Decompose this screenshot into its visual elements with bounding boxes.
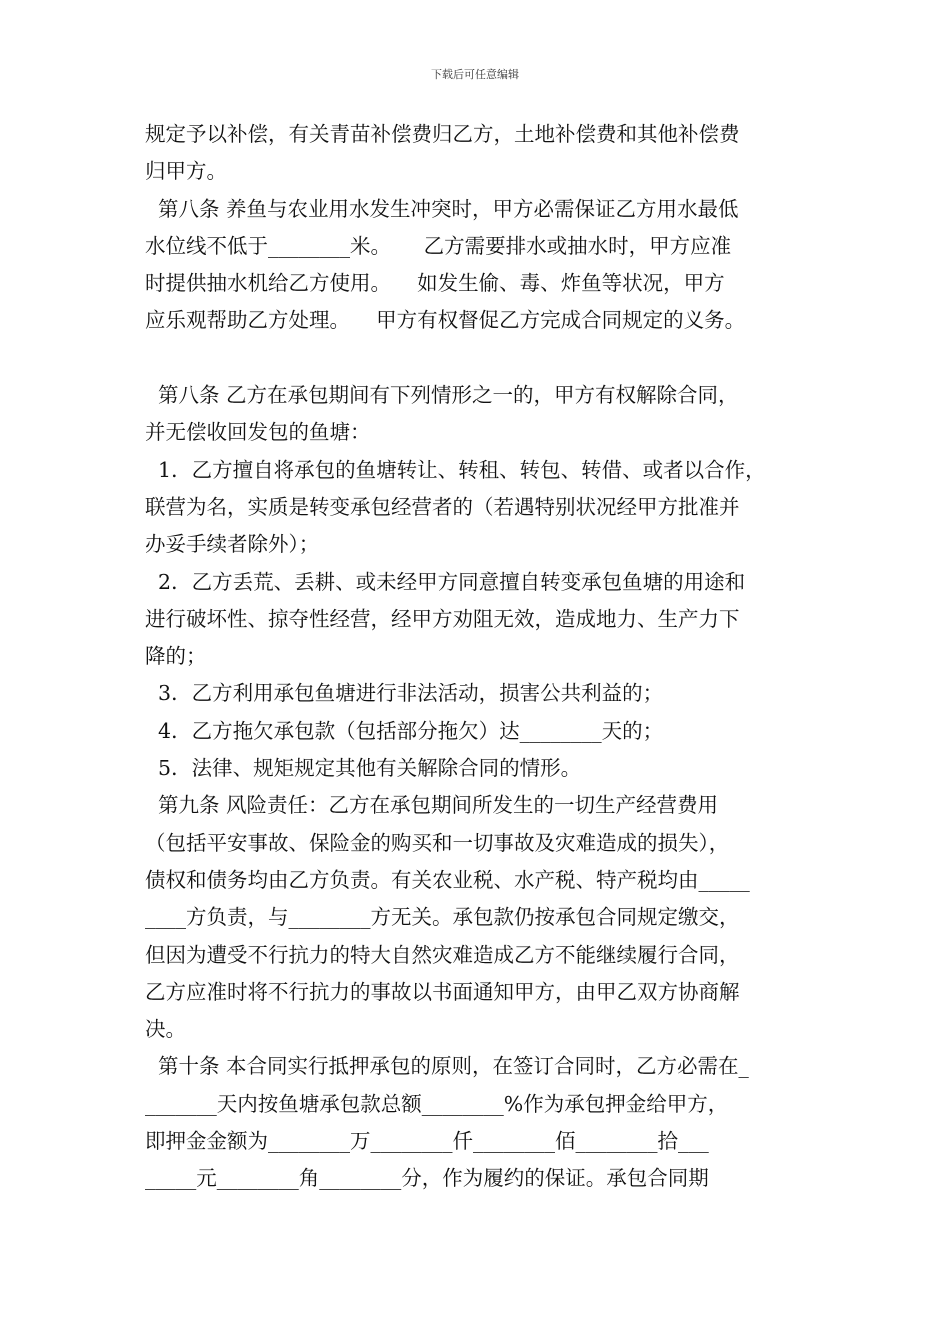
text-line: 并无偿收回发包的鱼塘： [145,420,371,445]
text-line: 降的； [145,644,207,669]
text-line: 归甲方。 [145,159,227,184]
text-line: 1．乙方擅自将承包的鱼塘转让、转租、转包、转借、或者以合作， [145,457,766,482]
text-line: ____方负责，与________方无关。承包款仍按承包合同规定缴交， [145,905,740,930]
text-line: 第八条 乙方在承包期间有下列情形之一的，甲方有权解除合同， [145,383,739,408]
text-line: 即押金金额为________万________仟________佰________拾___ [145,1129,709,1154]
text-line: 乙方应准时将不行抗力的事故以书面通知甲方，由甲乙双方协商解 [145,979,740,1004]
text-line: 进行破坏性、掠夺性经营，经甲方劝阻无效，造成地力、生产力下 [145,606,740,631]
text-line: 2．乙方丢荒、丢耕、或未经甲方同意擅自转变承包鱼塘的用途和 [145,569,746,594]
text-line: 时提供抽水机给乙方使用。 如发生偷、毒、炸鱼等状况，甲方 [145,271,725,296]
text-line: 但因为遭受不行抗力的特大自然灾难造成乙方不能继续履行合同， [145,942,740,967]
text-line: 第十条 本合同实行抵押承包的原则，在签订合同时，乙方必需在_ [145,1054,749,1079]
text-line: 第八条 养鱼与农业用水发生冲突时，甲方必需保证乙方用水最低 [145,196,739,221]
text-line: 应乐观帮助乙方处理。 甲方有权督促乙方完成合同规定的义务。 [145,308,746,333]
text-line: 3．乙方利用承包鱼塘进行非法活动，损害公共利益的； [145,681,664,706]
page-header: 下载后可任意编辑 [431,68,519,81]
text-line: 联营为名，实质是转变承包经营者的（若遇特别状况经甲方批准并 [145,494,740,519]
text-line: 规定予以补偿，有关青苗补偿费归乙方，土地补偿费和其他补偿费 [145,122,740,146]
document-body [145,116,825,1198]
text-line: _____元________角________分，作为履约的保证。承包合同期 [145,1166,709,1191]
text-line: 债权和债务均由乙方负责。有关农业税、水产税、特产税均由_____ [145,867,750,892]
text-line: 办妥手续者除外）； [145,532,320,557]
text-line: 第九条 风险责任：乙方在承包期间所发生的一切生产经营费用 [145,793,719,818]
text-line: 4．乙方拖欠承包款（包括部分拖欠）达________天的； [145,718,664,743]
text-line: _______天内按鱼塘承包款总额________%作为承包押金给甲方， [145,1091,729,1116]
text-line: （包括平安事故、保险金的购买和一切事故及灾难造成的损失）， [145,830,730,855]
text-line: 5．法律、规矩规定其他有关解除合同的情形。 [145,756,582,781]
text-line [145,340,825,377]
text-line: 决。 [145,1017,186,1042]
text-line: 水位线不低于________米。 乙方需要排水或抽水时，甲方应准 [145,233,732,258]
